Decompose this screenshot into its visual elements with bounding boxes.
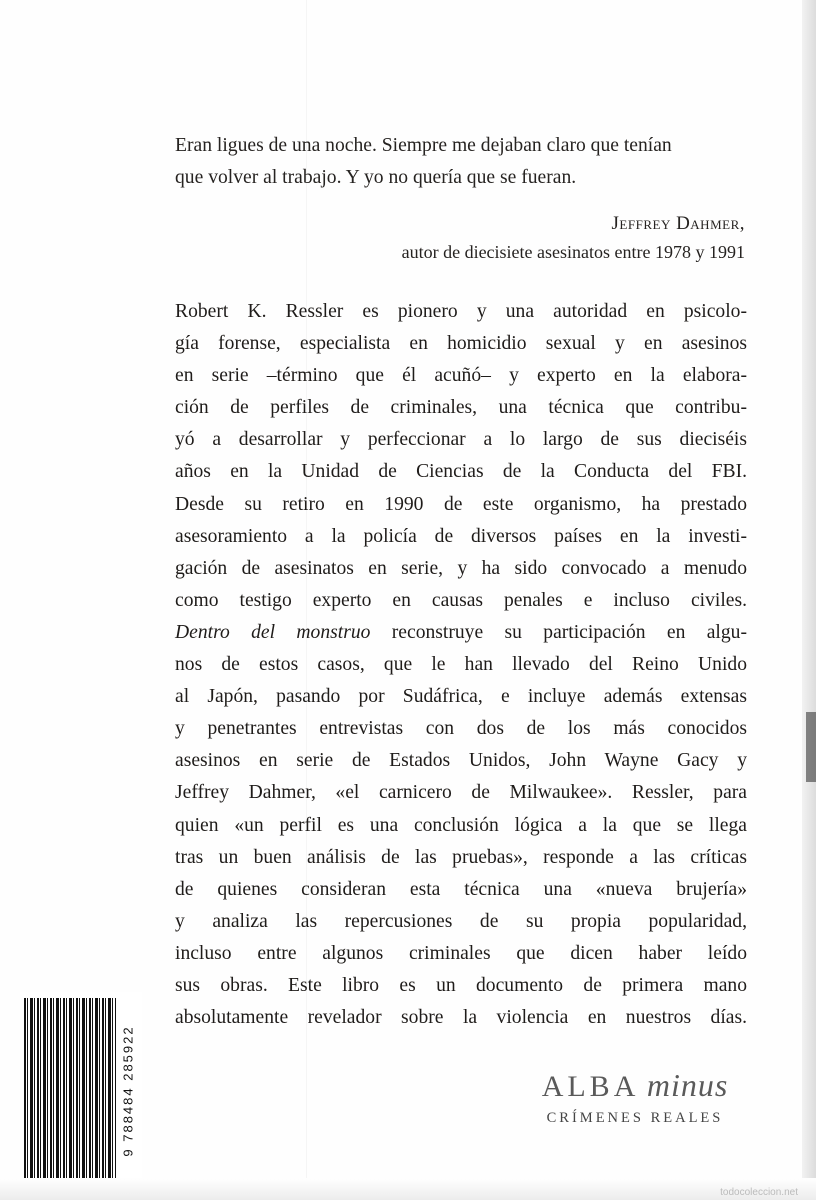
barcode-number-wrapper <box>118 998 138 1184</box>
page-bottom-edge <box>0 1178 816 1200</box>
synopsis-line: incluso entre algunos criminales que dicen haber leído <box>175 942 747 964</box>
synopsis-line: de quienes consideran esta técnica una «nueva brujería» <box>175 878 747 900</box>
epigraph-quote <box>175 130 745 194</box>
page-right-edge-shadow <box>806 712 816 782</box>
quote-attribution <box>175 210 745 266</box>
synopsis-text <box>175 296 747 1034</box>
synopsis-line: sus obras. Este libro es un documento de primera mano <box>175 974 747 996</box>
publisher-alba: ALBA <box>541 1070 640 1103</box>
collection-name: CRÍMENES REALES <box>546 1110 724 1126</box>
synopsis-line: asesoramiento a la policía de diversos países en la investi- <box>175 525 747 547</box>
synopsis-line: Jeffrey Dahmer, «el carnicero de Milwaukee». Ressler, para <box>175 782 747 804</box>
synopsis-line-rest: reconstruye su participación en algu- <box>370 621 747 643</box>
book-title: Dentro del monstruo <box>175 621 371 643</box>
page-right-edge <box>802 0 816 1200</box>
synopsis-line: tras un buen análisis de las pruebas», responde a las críticas <box>175 846 747 868</box>
quote-line: Eran ligues de una noche. Siempre me dejaban claro que tenían <box>175 135 672 156</box>
publisher-logo <box>520 1068 750 1127</box>
synopsis-line: en serie –término que él acuñó– y experto en la elabora- <box>175 365 747 387</box>
synopsis-line: yó a desarrollar y perfeccionar a lo largo de sus dieciséis <box>175 429 747 451</box>
synopsis-line: quien «un perfil es una conclusión lógica a la que se llega <box>175 814 747 836</box>
synopsis-line: Robert K. Ressler es pionero y una autoridad en psicolo- <box>175 301 747 322</box>
publisher-minus: minus <box>646 1067 729 1103</box>
barcode-bars <box>24 998 116 1184</box>
synopsis-line: años en la Unidad de Ciencias de la Conducta del FBI. <box>175 461 747 483</box>
synopsis-line: gía forense, especialista en homicidio sexual y en asesinos <box>175 333 747 355</box>
synopsis-line: al Japón, pasando por Sudáfrica, e incluye además extensas <box>175 686 747 708</box>
synopsis-line: gación de asesinatos en serie, y ha sido convocado a menudo <box>175 557 747 579</box>
synopsis-line: y penetrantes entrevistas con dos de los más conocidos <box>175 718 747 740</box>
synopsis-line: y analiza las repercusiones de su propia popularidad, <box>175 910 747 932</box>
isbn-barcode <box>20 992 142 1188</box>
synopsis-line: como testigo experto en causas penales e incluso civiles. <box>175 589 747 611</box>
attribution-description: autor de diecisiete asesinatos entre 1978 y 1991 <box>401 242 745 262</box>
synopsis-line: asesinos en serie de Estados Unidos, John Wayne Gacy y <box>175 750 747 772</box>
synopsis-line: nos de estos casos, que le han llevado del Reino Unido <box>175 654 747 676</box>
quote-line: que volver al trabajo. Y yo no quería que se fueran. <box>175 167 577 188</box>
publisher-name <box>520 1068 750 1104</box>
barcode-number: 9 788484 285922 <box>120 1025 136 1157</box>
synopsis-line: ción de perfiles de criminales, una técnica que contribu- <box>175 397 747 419</box>
watermark: todocoleccion.net <box>720 1187 798 1198</box>
synopsis-line: absolutamente revelador sobre la violencia en nuestros días. <box>175 1007 747 1029</box>
synopsis-line: Desde su retiro en 1990 de este organismo, ha prestado <box>175 493 747 515</box>
synopsis-line-with-title <box>175 617 747 649</box>
attribution-name: Jeffrey Dahmer, <box>611 213 745 234</box>
